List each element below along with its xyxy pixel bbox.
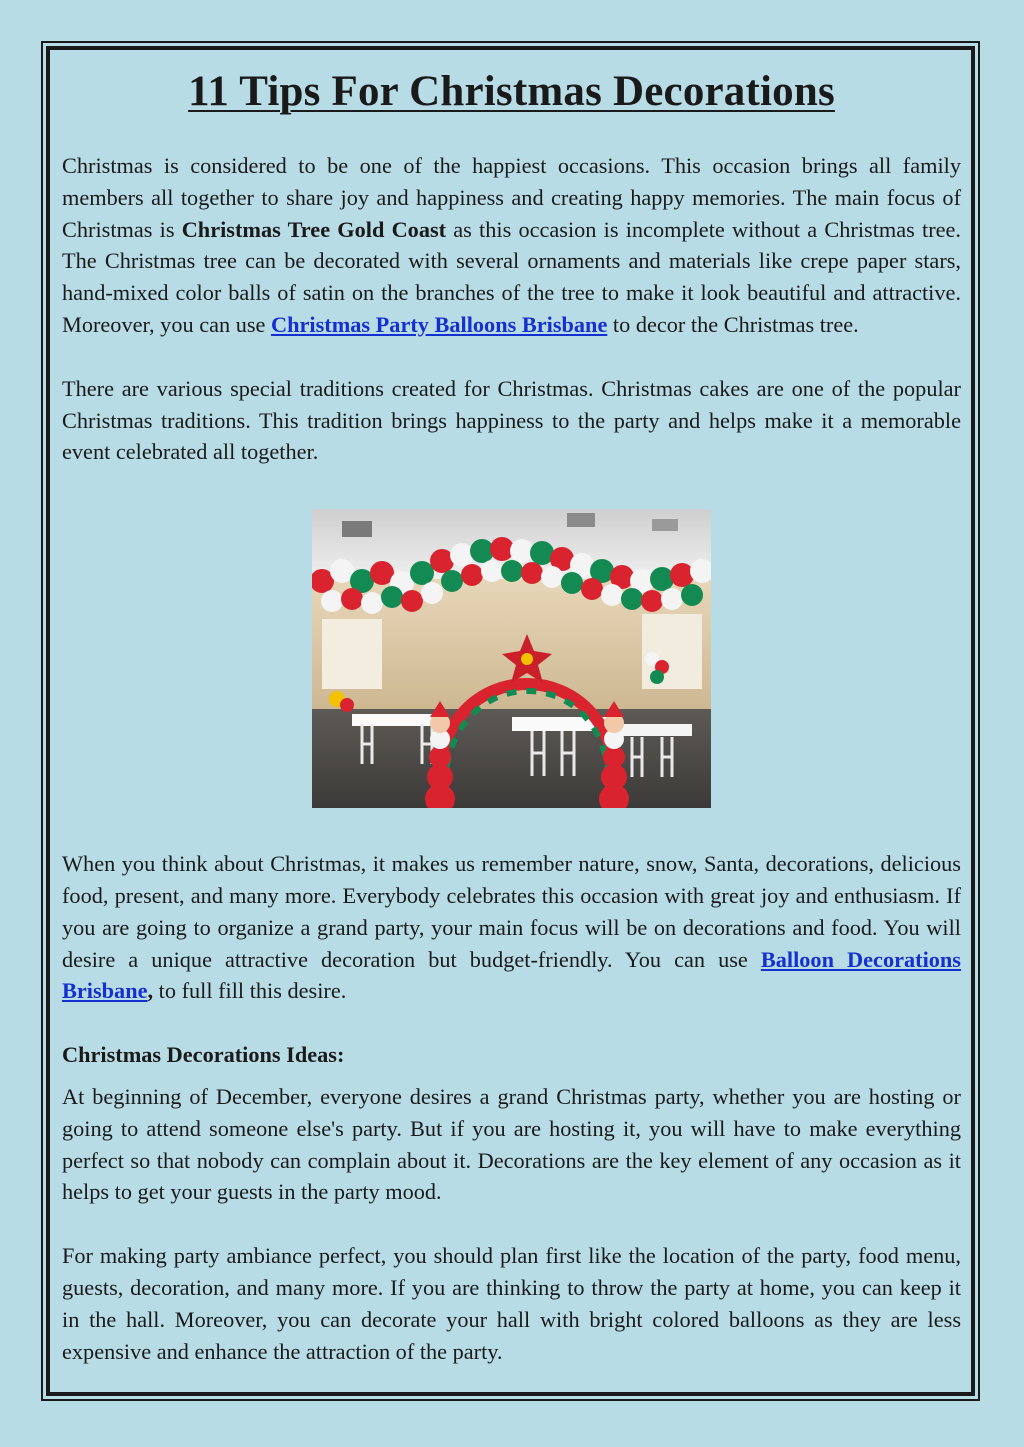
balloon-decorations-brisbane-link[interactable]: Balloon Decorations Brisbane	[62, 946, 961, 1004]
christmas-party-balloons-brisbane-link[interactable]: Christmas Party Balloons Brisbane	[271, 311, 608, 337]
balloon-arch-image	[312, 509, 711, 808]
christmas-memories-paragraph	[62, 848, 961, 1007]
spacer	[62, 1007, 961, 1039]
memories-text-a: When you think about Christmas, it makes us remember nature, snow, Santa, decorations, delicious food, present, and many more. Everybody celebrates this occasion with great joy and enthusiasm. If you are going to organize a grand party, your main focus will be on decorations and food. You will desire a unique attractive decoration but budget-friendly. You can use	[62, 851, 961, 972]
balloon-arch-photo	[312, 509, 711, 808]
spacer	[62, 1208, 961, 1240]
december-paragraph: At beginning of December, everyone desires a grand Christmas party, whether you are hosting or going to attend someone else's party. But if you are hosting it, you will have to make everything perfect so that nobody can complain about it. Decorations are the key element of any occasion as it helps to get your guests in the party mood.	[62, 1083, 961, 1205]
intro-paragraph	[62, 150, 961, 341]
memories-comma: ,	[147, 978, 154, 1004]
traditions-paragraph: There are various special traditions created for Christmas. Christmas cakes are one of the popular Christmas traditions. This tradition brings happiness to the party and helps make it a memorable event celebrated all together.	[62, 375, 961, 465]
spacer	[62, 1071, 961, 1081]
document-content	[62, 64, 961, 1367]
memories-text-b: to full fill this desire.	[153, 978, 347, 1004]
spacer	[62, 341, 961, 373]
christmas-tree-gold-coast-bold: Christmas Tree Gold Coast	[181, 216, 447, 242]
ambiance-paragraph: For making party ambiance perfect, you should plan first like the location of the party, food menu, guests, decoration, and many more. If you are thinking to throw the party at home, you can keep it in the hall. Moreover, you can decorate your hall with bright colored balloons as they are less expensive and enhance the attraction of the party.	[62, 1243, 961, 1364]
section-heading: Christmas Decorations Ideas:	[62, 1042, 345, 1068]
intro-text-a: Christmas is considered to be one of the happiest occasions. This occasion brings all family members all together to share joy and happiness and creating happy memories. The main focus of Christmas is	[62, 153, 961, 242]
page-title: 11 Tips For Christmas Decorations	[188, 68, 835, 115]
intro-text-c: to decor the Christmas tree.	[607, 311, 859, 337]
intro-text-b: as this occasion is incomplete without a Christmas tree. The Christmas tree can be decorated with several ornaments and materials like crepe paper stars, hand-mixed color balls of satin on the branches of the tree to make it look beautiful and attractive. Moreover, you can use	[62, 216, 962, 337]
